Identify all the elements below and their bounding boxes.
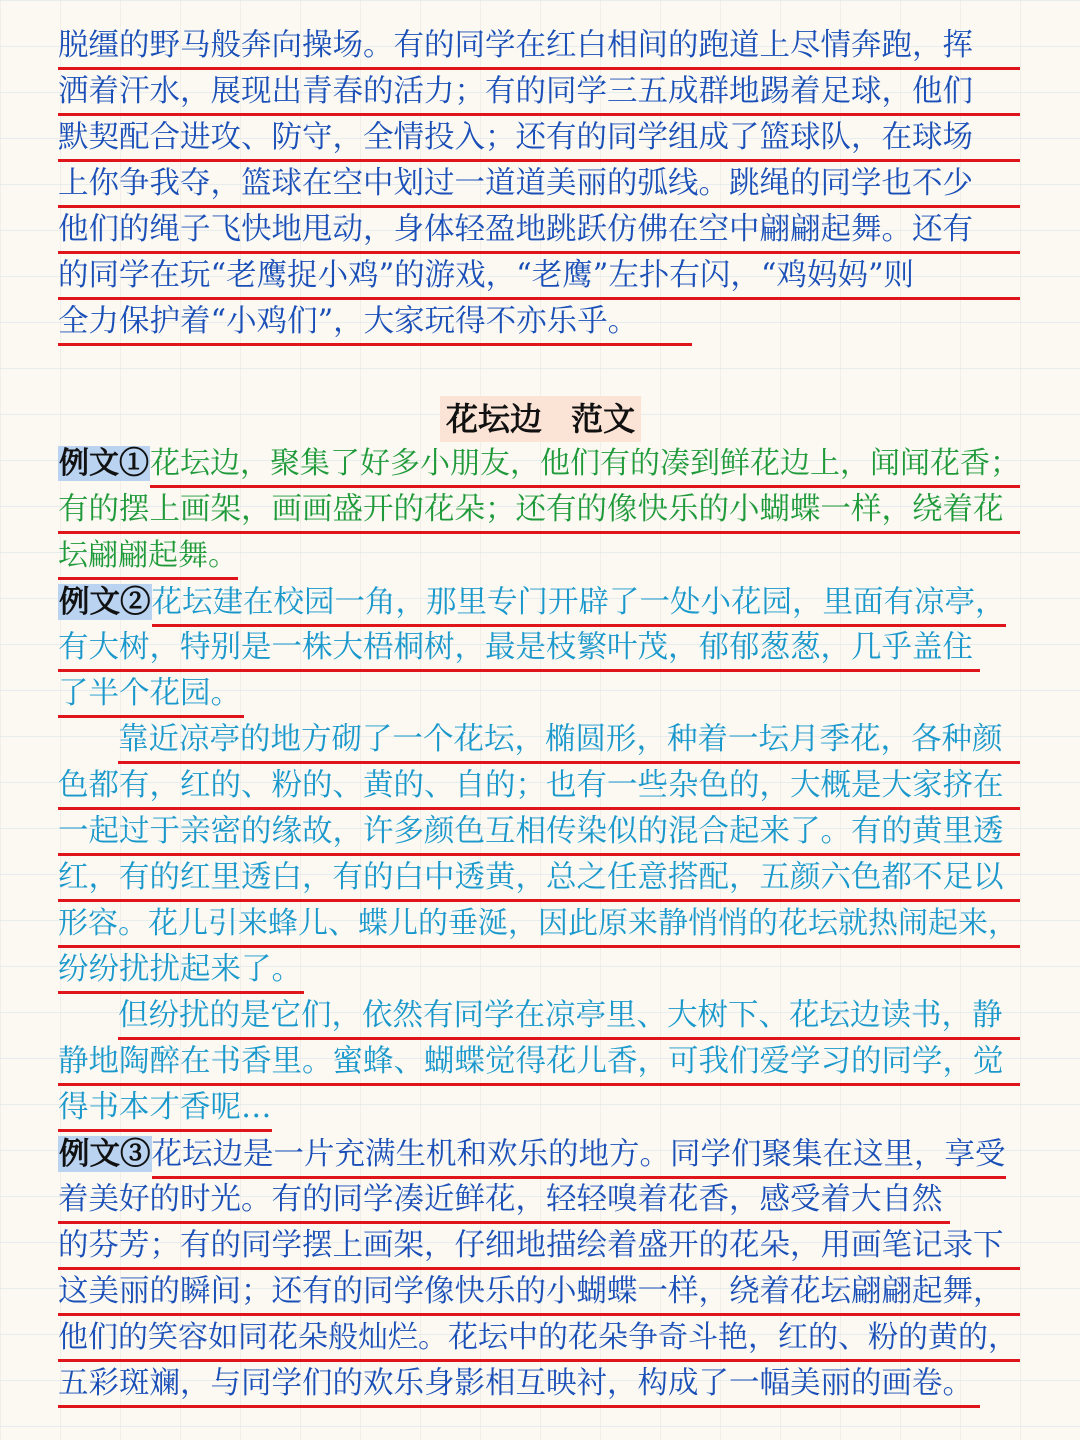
example2-line-10: 但纷扰的是它们，依然有同学在凉亭里、大树下、花坛边读书，静 — [118, 994, 1020, 1040]
example2-label: 例文② — [59, 584, 151, 620]
example1-line-3: 坛翩翩起舞。 — [58, 534, 238, 580]
example2-line-6: 一起过于亲密的缘故，许多颜色互相传染似的混合起来了。有的黄里透 — [58, 810, 1020, 856]
example1-line-1: 花坛边，聚集了好多小朋友，他们有的凑到鲜花边上，闻闻花香； — [150, 442, 1020, 488]
intro-line-3: 默契配合进攻、防守，全情投入；还有的同学组成了篮球队，在球场 — [58, 116, 1020, 162]
example2-line-11: 静地陶醉在书香里。蜜蜂、蝴蝶觉得花儿香，可我们爱学习的同学，觉 — [58, 1040, 1020, 1086]
example3-first-line — [58, 1132, 1020, 1178]
example2-first-line — [58, 580, 1020, 626]
example2-line-7: 红，有的红里透白，有的白中透黄，总之任意搭配，五颜六色都不足以 — [58, 856, 1020, 902]
intro-line-1: 脱缰的野马般奔向操场。有的同学在红白相间的跑道上尽情奔跑，挥 — [58, 24, 1020, 70]
intro-line-4: 上你争我夺，篮球在空中划过一道道美丽的弧线。跳绳的同学也不少 — [58, 162, 1020, 208]
intro-line-2: 洒着汗水，展现出青春的活力；有的同学三五成群地踢着足球，他们 — [58, 70, 1020, 116]
example2-line-2: 有大树，特别是一株大梧桐树，最是枝繁叶茂，郁郁葱葱，几乎盖住 — [58, 626, 980, 672]
example2-line-1: 花坛建在校园一角，那里专门开辟了一处小花园，里面有凉亭， — [152, 581, 1006, 627]
intro-line-7: 全力保护着“小鸡们”，大家玩得不亦乐乎。 — [58, 300, 692, 346]
example3-line-6: 五彩斑斓，与同学们的欢乐身影相互映衬，构成了一幅美丽的画卷。 — [58, 1362, 980, 1408]
example3-label: 例文③ — [59, 1136, 151, 1172]
example1-line-2: 有的摆上画架，画画盛开的花朵；还有的像快乐的小蝴蝶一样，绕着花 — [58, 488, 1020, 534]
example2-line-9: 纷纷扰扰起来了。 — [58, 948, 304, 994]
example2-line-5: 色都有，红的、粉的、黄的、自的；也有一些杂色的，大概是大家挤在 — [58, 764, 1020, 810]
example2-line-4: 靠近凉亭的地方砌了一个花坛，椭圆形，种着一坛月季花，各种颜 — [118, 718, 1020, 764]
example3-line-2: 着美好的时光。有的同学凑近鲜花，轻轻嗅着花香，感受着大自然 — [58, 1178, 950, 1224]
example3-line-3: 的芬芳；有的同学摆上画架，仔细地描绘着盛开的花朵，用画笔记录下 — [58, 1224, 1020, 1270]
example1-label: 例文① — [59, 446, 149, 481]
intro-line-6: 的同学在玩“老鹰捉小鸡”的游戏，“老鹰”左扑右闪，“鸡妈妈”则 — [58, 254, 1020, 300]
example3-line-5: 他们的笑容如同花朵般灿烂。花坛中的花朵争奇斗艳，红的、粉的黄的， — [58, 1316, 1020, 1362]
example1-first-line — [58, 442, 1020, 488]
example2-line-12: 得书本才香呢… — [58, 1086, 272, 1132]
section-title: 花坛边 范文 — [440, 396, 641, 442]
example2-line-8: 形容。花儿引来蜂儿、蝶儿的垂涎，因此原来静悄悄的花坛就热闹起来， — [58, 902, 1020, 948]
example3-line-4: 这美丽的瞬间；还有的同学像快乐的小蝴蝶一样，绕着花坛翩翩起舞， — [58, 1270, 1020, 1316]
example2-line-3: 了半个花园。 — [58, 672, 244, 718]
intro-line-5: 他们的绳子飞快地甩动，身体轻盈地跳跃仿佛在空中翩翩起舞。还有 — [58, 208, 1020, 254]
example3-line-1: 花坛边是一片充满生机和欢乐的地方。同学们聚集在这里，享受 — [152, 1133, 1006, 1179]
